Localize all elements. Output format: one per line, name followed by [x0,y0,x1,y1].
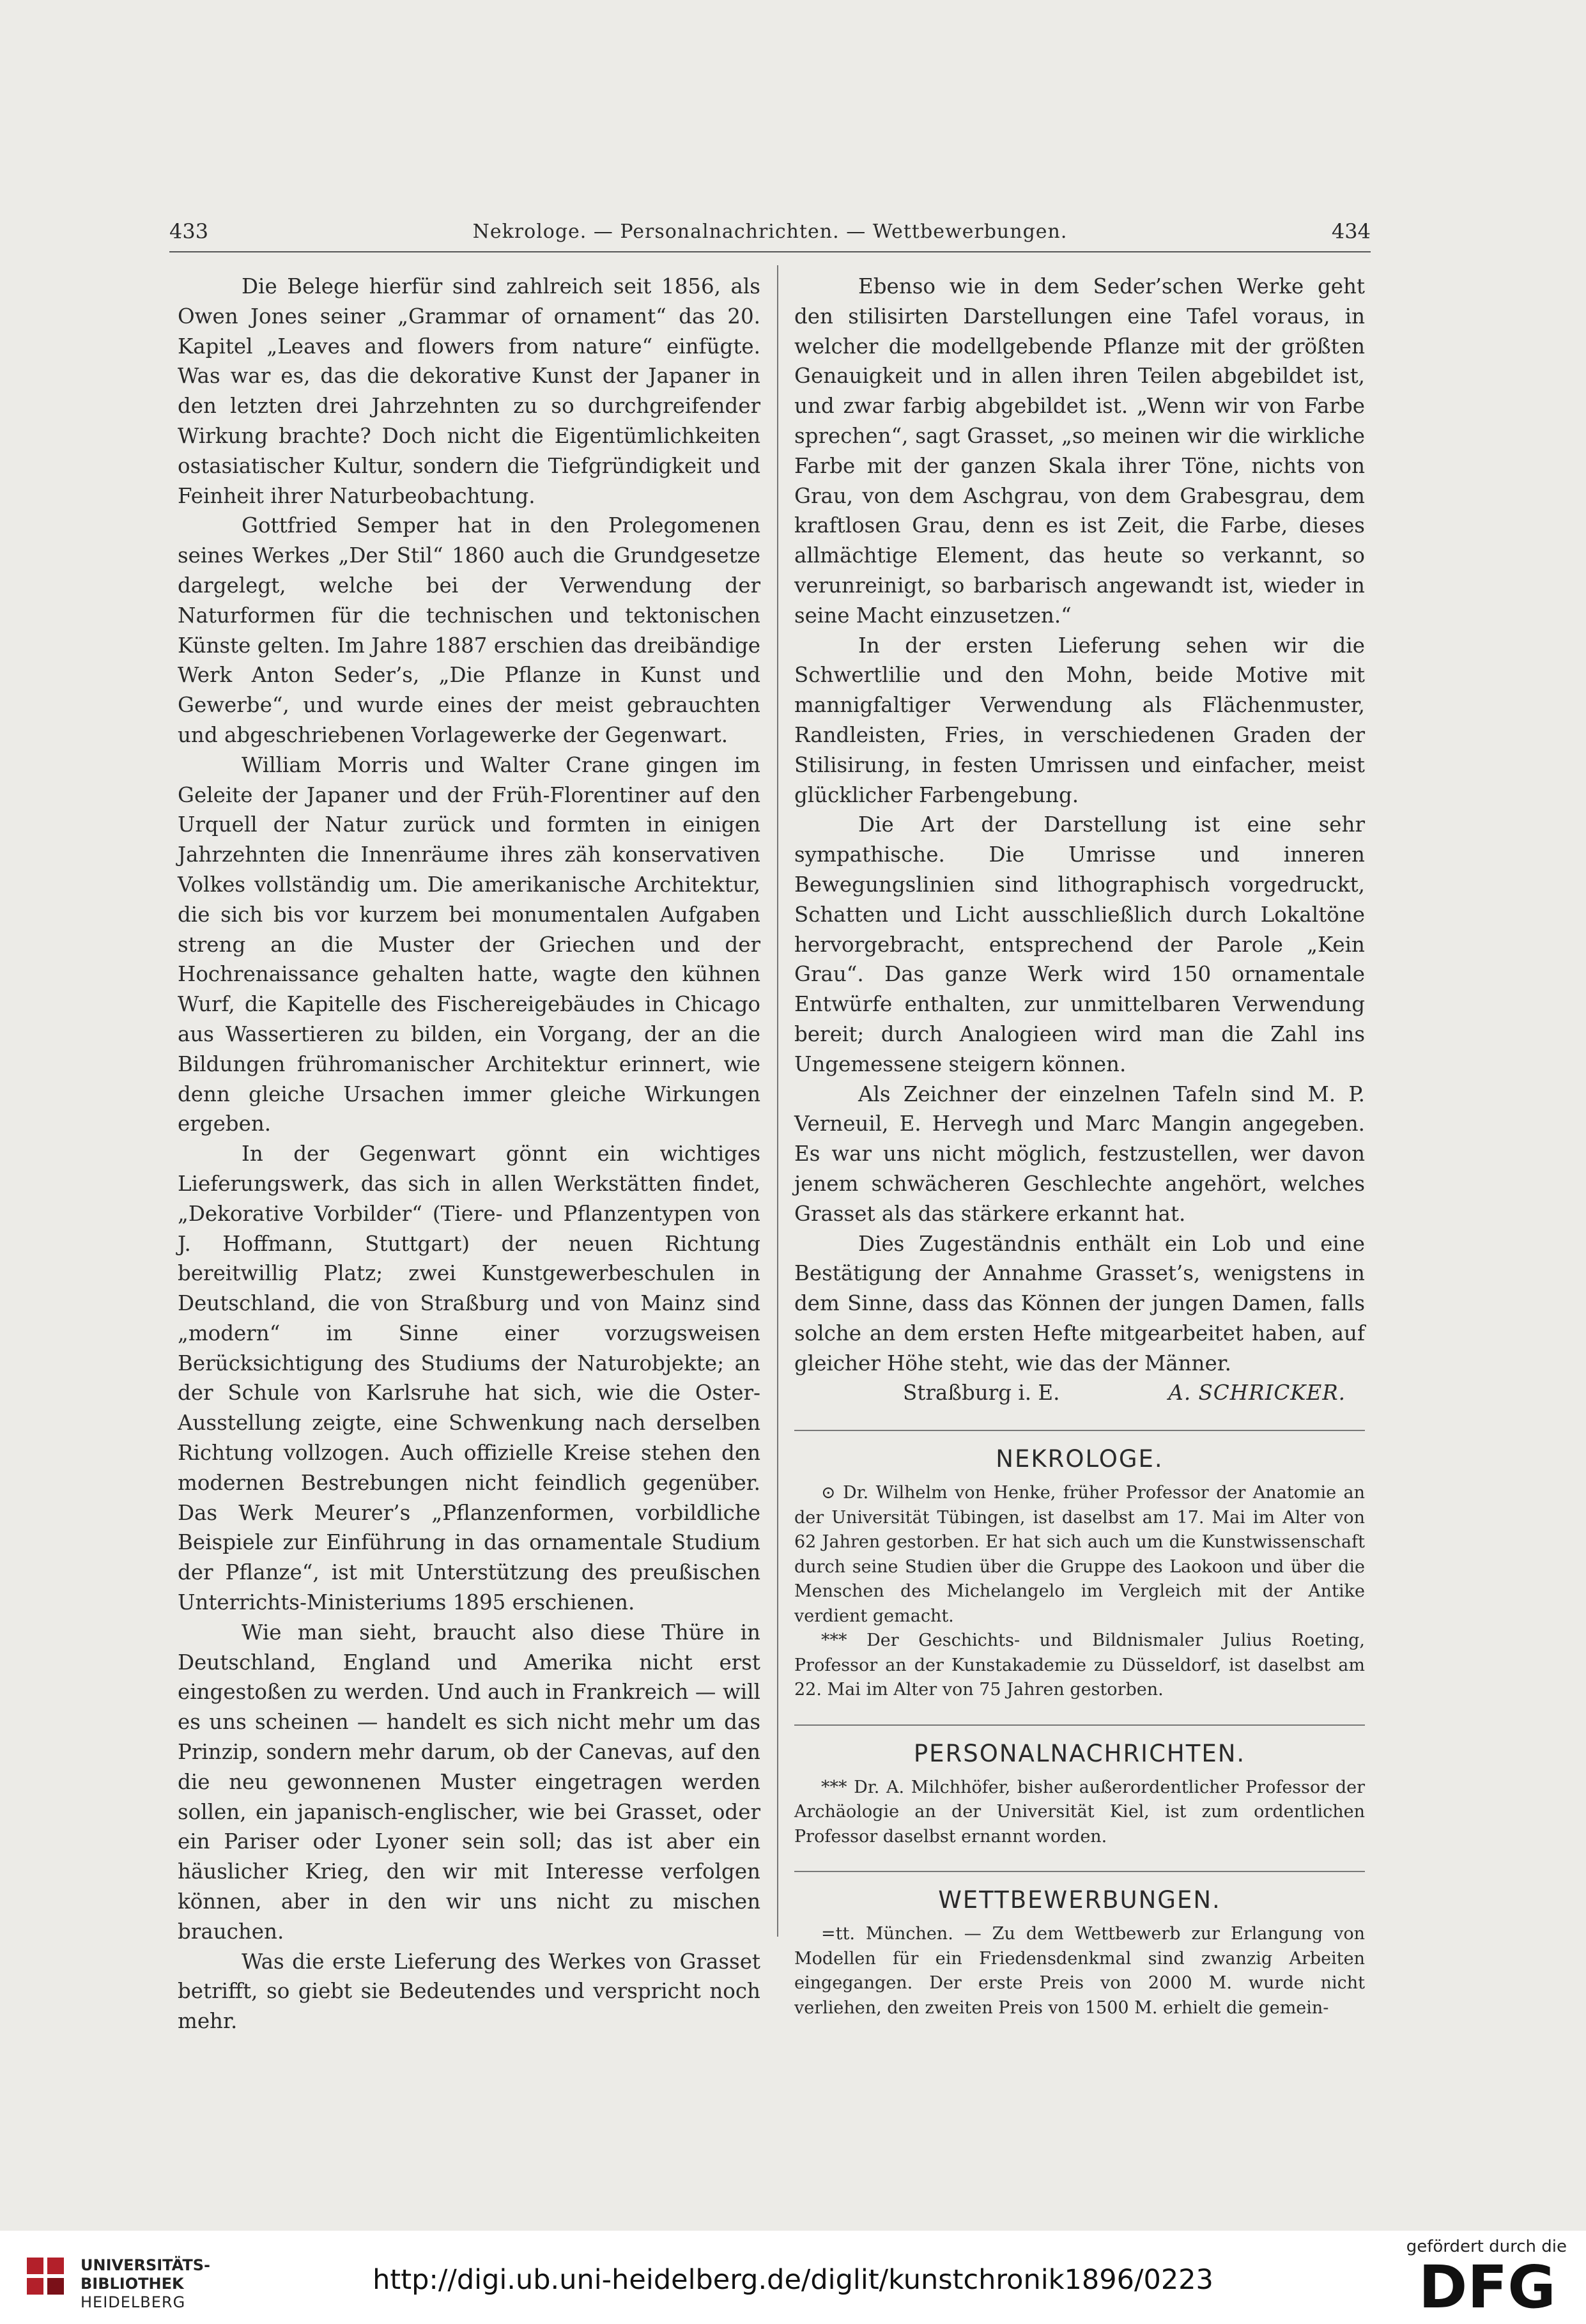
digitization-footer [0,2231,1586,2324]
wettbewerb-section [794,1922,1365,2020]
paragraph: Ebenso wie in dem Seder’schen Werke geht den stilisirten Darstellungen eine Tafel voraus, in welcher die modellgebende Pflanze mit der größten Genauigkeit und in allen ihren Teilen abgebildet ist, und zwar farbig abgebildet ist. „Wenn wir von Farbe sprechen“, sagt Grasset, „so meinen wir die wirkliche Farbe mit der ganzen Skala ihrer Töne, nichts von Grau, von dem Aschgrau, von dem Grabesgrau, dem kraftlosen Grau, denn es ist Zeit, die Farbe, dieses allmächtige Element, das heute so verkannt, so verunreinigt, so barbarisch angewandt ist, wieder in seine Macht einzusetzen.“ [794,274,1365,628]
left-column [178,272,760,2036]
page-number-left: 433 [169,219,209,244]
section-heading-personal: PERSONALNACHRICHTEN. [913,1739,1246,1767]
library-name-line: BIBLIOTHEK [81,2275,184,2293]
section-heading-wettbewerb: WETTBEWERBUNGEN. [938,1886,1221,1914]
section-rule [794,1724,1365,1726]
page-number-right: 434 [1331,219,1371,244]
paragraph: Als Zeichner der einzelnen Tafeln sind M. P. Verneuil, E. Hervegh und Marc Mangin angegeben. Es war uns nicht möglich, festzustellen, wer davon jenem schwächeren Geschlechte angehört, welches Grasset als das stärkere erkannt hat. [794,1081,1365,1226]
dfg-logo-icon [1419,2260,1563,2312]
paragraph: Wie man sieht, braucht also diese Thüre in Deutschland, England und Amerika nicht erst eingestoßen zu werden. Und auch in Frankreich — will es uns scheinen — handelt es sich nicht mehr um das Prinzip, sondern mehr darum, ob der Canevas, auf den die neu gewonnenen Muster eingetragen werden sollen, ein japanisch-englischer, wie bei Grasset, oder ein Pariser oder Lyoner sein soll; das ist aber ein häuslicher Krieg, den wir mit Interesse verfolgen können, aber in den wir uns nicht zu mischen brauchen. [178,1620,760,1944]
running-title: Nekrologe. — Personalnachrichten. — Wettbewerbungen. [472,221,1068,243]
funding-note: gefördert durch die [1406,2237,1567,2256]
paragraph: Gottfried Semper hat in den Prolegomenen seines Werkes „Der Stil“ 1860 auch die Grundgesetze dargelegt, welche bei der Verwendung der Naturformen für die technischen und tektonischen Künste gelten. Im Jahre 1887 erschien das dreibändige Werk Anton Seder’s, „Die Pflanze in Kunst und Gewerbe“, und wurde eines der meist gebrauchten und abgeschriebenen Vorlagewerke der Gegenwart. [178,513,760,747]
news-entry: =tt. München. — Zu dem Wettbewerb zur Erlangung von Modellen für ein Friedensdenkmal sind zwanzig Arbeiten eingegangen. Der erste Preis von 2000 M. wurde nicht verliehen, den zweiten Preis von 1500 M. erhielt die gemein- [794,1924,1365,2018]
news-entry: ⊙ Dr. Wilhelm von Henke, früher Professor der Anatomie an der Universität Tübingen, ist daselbst am 17. Mai im Alter von 62 Jahren gestorben. Er hat sich auch um die Kunstwissenschaft durch seine Studien über die Gruppe des Laokoon und über die Menschen des Michelangelo im Vergleich mit der Antike verdient gemacht. [794,1483,1365,1626]
section-rule [794,1871,1365,1872]
paragraph: Dies Zugeständnis enthält ein Lob und eine Bestätigung der Annahme Grasset’s, wenigstens in dem Sinne, dass das Können der jungen Damen, falls solche an dem ersten Hefte mitgearbeitet haben, auf gleicher Höhe steht, wie das der Männer. [794,1231,1365,1375]
news-entry: *** Der Geschichts- und Bildnismaler Julius Roeting, Professor an der Kunstakademie zu Düsseldorf, ist daselbst am 22. Mai im Alter von 75 Jahren gestorben. [794,1631,1365,1700]
paragraph: Die Art der Darstellung ist eine sehr sympathische. Die Umrisse und inneren Bewegungslinien sind lithographisch vorgedruckt, Schatten und Licht ausschließlich durch Lokaltöne hervorgebracht, entsprechend der Parole „Kein Grau“. Das ganze Werk wird 150 ornamentale Entwürfe enthalten, zur unmittelbaren Verwendung bereit; durch Analogieen wird man die Zahl ins Ungemessene steigern können. [794,812,1365,1076]
paragraph: In der Gegenwart gönnt ein wichtiges Lieferungswerk, das sich in allen Werkstätten findet, „Dekorative Vorbilder“ (Tiere- und Pflanzentypen von J. Hoffmann, Stuttgart) der neuen Richtung bereitwillig Platz; zwei Kunstgewerbeschulen in Deutschland, die von Straßburg und von Mainz sind „modern“ im Sinne einer vorzugsweisen Berücksichtigung des Studiums der Naturobjekte; an der Schule von Karlsruhe hat sich, wie die Oster-Ausstellung zeigte, eine Schwenkung nach derselben Richtung vollzogen. Auch offizielle Kreise stehen den modernen Bestrebungen nicht feindlich gegenüber. Das Werk Meurer’s „Pflanzenformen, vorbildliche Beispiele zur Einführung in das ornamentale Studium der Pflanze“, ist mit Unterstützung des preußischen Unterrichts-Ministeriums 1895 erschienen. [178,1142,760,1615]
running-header [169,219,1371,252]
section-heading-nekrologe: NEKROLOGE. [996,1445,1164,1473]
nekrologe-section [794,1481,1365,1703]
paragraph: In der ersten Lieferung sehen wir die Schwertlilie und den Mohn, beide Motive mit mannigfaltiger Verwendung als Flächenmuster, Randleisten, Fries, in verschiedenen Graden der Stilisirung, in festen Umrissen und einfacher, meist glücklicher Farbengebung. [794,633,1365,807]
dfg-logo-text: DFG [1419,2260,1556,2312]
signature-place: Straßburg i. E. [903,1381,1060,1406]
personal-section [794,1776,1365,1850]
paragraph: Was die erste Lieferung des Werkes von Grasset betrifft, so giebt sie Bedeutendes und verspricht noch mehr. [178,1949,760,2034]
section-rule [794,1430,1365,1431]
paragraph: Die Belege hierfür sind zahlreich seit 1856, als Owen Jones seiner „Grammar of ornament“ das 20. Kapitel „Leaves and flowers from nature“ einfügte. Was war es, das die dekorative Kunst der Japaner in den letzten drei Jahrzehnten zu so durchgreifender Wirkung brachte? Doch nicht die Eigentümlichkeiten ostasiatischer Kultur, sondern die Tiefgründigkeit und Feinheit ihrer Naturbeobachtung. [178,274,760,508]
column-divider [777,265,778,1937]
paragraph: William Morris und Walter Crane gingen im Geleite der Japaner und der Früh-Florentiner auf den Urquell der Natur zurück und formten in einigen Jahrzehnten die Innenräume ihres zäh konservativen Volkes vollständig um. Die amerikanische Architektur, die sich bis vor kurzem bei monumentalen Aufgaben streng an die Muster der Griechen und der Hochrenaissance gehalten hatte, wagte den kühnen Wurf, die Kapitelle des Fischereigebäudes in Chicago aus Wassertieren zu bilden, ein Vorgang, der an die Bildungen frühromanischer Architektur erinnert, wie denn gleiche Ursachen immer gleiche Wirkungen ergeben. [178,752,760,1136]
news-entry: *** Dr. A. Milchhöfer, bisher außerordentlicher Professor der Archäologie an der Universität Kiel, ist zum ordentlichen Professor daselbst ernannt worden. [794,1777,1365,1847]
signature-author: A. SCHRICKER. [1168,1381,1346,1406]
library-name-line: HEIDELBERG [81,2293,186,2311]
library-name-line: UNIVERSITÄTS- [81,2256,211,2274]
signature-line [794,1378,1365,1408]
right-column [794,272,1365,2020]
permalink[interactable]: http://digi.ub.uni-heidelberg.de/diglit/kunstchronik1896/0223 [373,2264,1213,2296]
